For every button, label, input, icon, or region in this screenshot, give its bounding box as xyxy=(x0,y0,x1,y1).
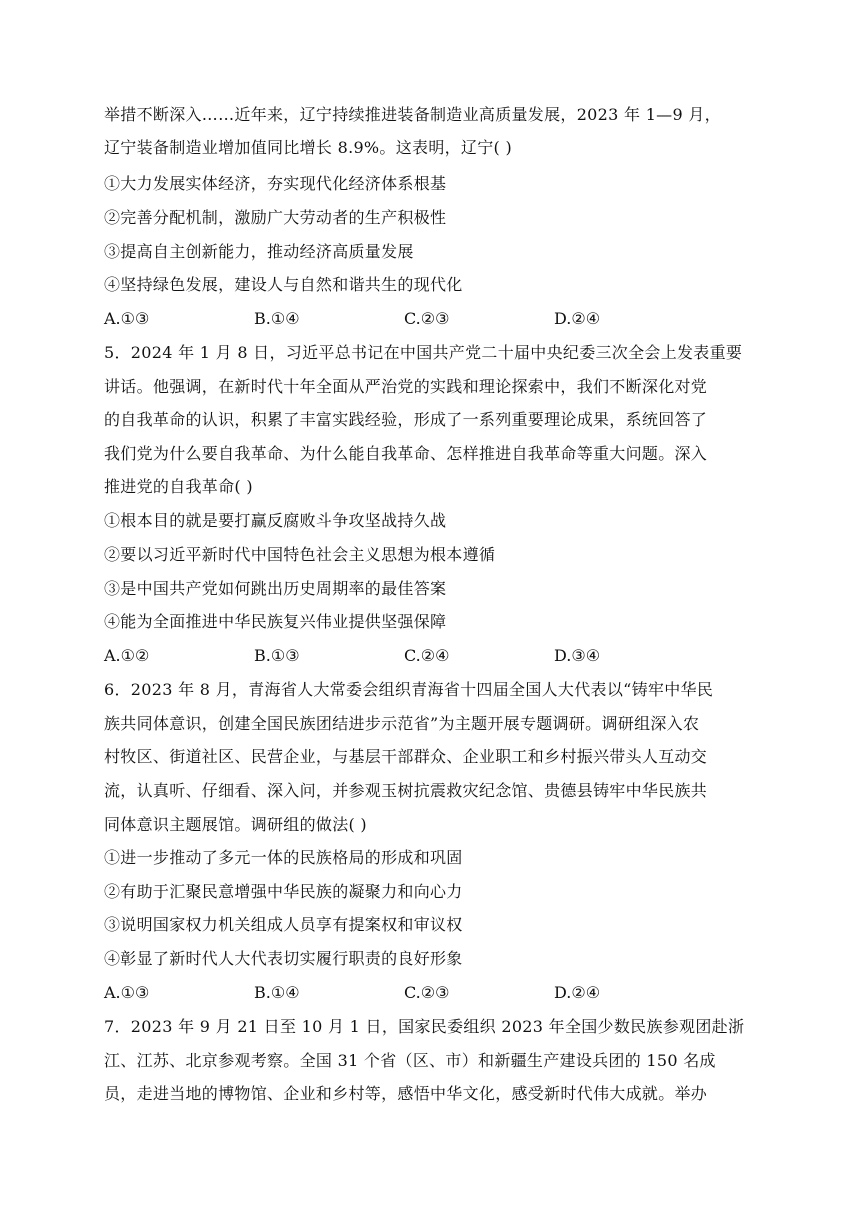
statement: ①大力发展实体经济，夯实现代化经济体系根基 xyxy=(104,174,447,193)
question-text-line: 辽宁装备制造业增加值同比增长 8.9%。这表明，辽宁( ) xyxy=(104,138,513,157)
question-text-line: 讲话。他强调，在新时代十年全面从严治党的实践和理论探索中，我们不断深化对党 xyxy=(104,377,708,396)
question-text-line: 同体意识主题展馆。调研组的做法( ) xyxy=(104,815,367,834)
option-a: A.①③ xyxy=(104,983,150,1002)
statement: ②完善分配机制，激励广大劳动者的生产积极性 xyxy=(104,208,447,227)
option-d: D.②④ xyxy=(554,309,601,328)
option-c: C.②③ xyxy=(404,983,450,1002)
statement: ④能为全面推进中华民族复兴伟业提供坚强保障 xyxy=(104,612,447,631)
option-d: D.②④ xyxy=(554,983,601,1002)
question-text-line: 江、江苏、北京参观考察。全国 31 个省（区、市）和新疆生产建设兵团的 150 名成 xyxy=(104,1051,716,1070)
statement: ①根本目的就是要打赢反腐败斗争攻坚战持久战 xyxy=(104,511,447,530)
statement: ①进一步推动了多元一体的民族格局的形成和巩固 xyxy=(104,848,463,867)
statement: ③提高自主创新能力，推动经济高质量发展 xyxy=(104,242,414,261)
question-text-line: 的自我革命的认识，积累了丰富实践经验，形成了一系列重要理论成果，系统回答了 xyxy=(104,410,708,429)
option-b: B.①④ xyxy=(254,309,300,328)
question-text-line: 我们党为什么要自我革命、为什么能自我革命、怎样推进自我革命等重大问题。深入 xyxy=(104,444,708,463)
statement: ④坚持绿色发展，建设人与自然和谐共生的现代化 xyxy=(104,275,463,294)
option-d: D.③④ xyxy=(554,646,601,665)
option-b: B.①④ xyxy=(254,983,300,1002)
statement: ④彰显了新时代人大代表切实履行职责的良好形象 xyxy=(104,949,463,968)
option-b: B.①③ xyxy=(254,646,300,665)
option-a: A.①③ xyxy=(104,309,150,328)
question-text-line: 5．2024 年 1 月 8 日，习近平总书记在中国共产党二十届中央纪委三次全会上发表重要 xyxy=(104,343,743,362)
statement: ③是中国共产党如何跳出历史周期率的最佳答案 xyxy=(104,579,447,598)
question-text-line: 7．2023 年 9 月 21 日至 10 月 1 日，国家民委组织 2023 年全国少数民族参观团赴浙 xyxy=(104,1017,745,1036)
question-text-line: 6．2023 年 8 月，青海省人大常委会组织青海省十四届全国人大代表以“铸牢中华民 xyxy=(104,680,714,699)
question-text-line: 员，走进当地的博物馆、企业和乡村等，感悟中华文化，感受新时代伟大成就。举办 xyxy=(104,1084,708,1103)
option-c: C.②③ xyxy=(404,309,450,328)
question-text-line: 推进党的自我革命( ) xyxy=(104,477,253,496)
question-text-line: 族共同体意识，创建全国民族团结进步示范省”为主题开展专题调研。调研组深入农 xyxy=(104,714,700,733)
question-text-line: 村牧区、街道社区、民营企业，与基层干部群众、企业职工和乡村振兴带头人互动交 xyxy=(104,747,708,766)
question-text-line: 举措不断深入……近年来，辽宁持续推进装备制造业高质量发展，2023 年 1—9 月， xyxy=(104,105,721,124)
option-a: A.①② xyxy=(104,646,150,665)
statement: ③说明国家权力机关组成人员享有提案权和审议权 xyxy=(104,915,463,934)
statement: ②有助于汇聚民意增强中华民族的凝聚力和向心力 xyxy=(104,882,463,901)
statement: ②要以习近平新时代中国特色社会主义思想为根本遵循 xyxy=(104,545,496,564)
option-c: C.②④ xyxy=(404,646,450,665)
question-text-line: 流，认真听、仔细看、深入问，并参观玉树抗震救灾纪念馆、贵德县铸牢中华民族共 xyxy=(104,781,708,800)
